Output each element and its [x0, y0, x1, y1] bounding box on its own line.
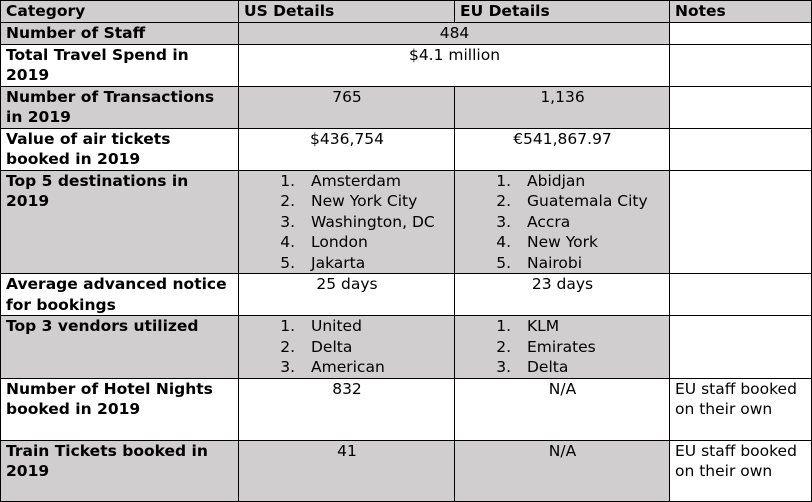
list-item: 5. Jakarta — [280, 253, 366, 272]
row-label: Top 5 destinations in 2019 — [1, 170, 239, 274]
list-item: 4. New York — [496, 233, 598, 251]
eu-destinations-list — [493, 171, 665, 274]
header-eu-details: EU Details — [455, 1, 670, 23]
us-vendors-list — [277, 316, 450, 378]
eu-value: N/A — [455, 378, 670, 440]
list-item: 3. Delta — [496, 358, 569, 376]
list-item: 3. Accra — [496, 212, 571, 231]
header-row — [1, 1, 812, 23]
list-item: 3. Washington, DC — [280, 212, 435, 231]
row-label: Total Travel Spend in 2019 — [1, 44, 239, 86]
row-top-vendors — [1, 316, 812, 379]
us-value: 765 — [239, 86, 455, 128]
row-number-of-staff — [1, 22, 812, 44]
list-item: 4. London — [280, 233, 368, 251]
eu-value: €541,867.97 — [455, 128, 670, 170]
row-label: Value of air tickets booked in 2019 — [1, 128, 239, 170]
row-total-travel-spend — [1, 44, 812, 86]
row-train-tickets — [1, 440, 812, 501]
us-destinations-cell — [239, 170, 455, 274]
row-label: Train Tickets booked in 2019 — [1, 440, 239, 501]
eu-value: 23 days — [455, 274, 670, 316]
row-label: Top 3 vendors utilized — [1, 316, 239, 379]
staff-value: 484 — [239, 22, 670, 44]
header-notes: Notes — [670, 1, 812, 23]
row-air-tickets-value — [1, 128, 812, 170]
list-item: 2. Guatemala City — [496, 192, 648, 210]
row-advanced-notice — [1, 274, 812, 316]
header-us-details: US Details — [239, 1, 455, 23]
list-item: 5. Nairobi — [496, 253, 583, 272]
us-destinations-list — [277, 171, 450, 274]
notes-cell — [670, 86, 812, 128]
row-top-destinations — [1, 170, 812, 274]
us-value: 41 — [239, 440, 455, 501]
notes-cell: EU staff booked on their own — [670, 440, 812, 501]
eu-value: 1,136 — [455, 86, 670, 128]
notes-cell: EU staff booked on their own — [670, 378, 812, 440]
row-number-of-transactions — [1, 86, 812, 128]
eu-destinations-cell — [455, 170, 670, 274]
header-category: Category — [1, 1, 239, 23]
us-value: $436,754 — [239, 128, 455, 170]
list-item: 1. Amsterdam — [280, 171, 401, 190]
list-item: 1. Abidjan — [496, 171, 586, 190]
spend-value: $4.1 million — [239, 44, 670, 86]
notes-cell — [670, 22, 812, 44]
row-label: Number of Staff — [1, 22, 239, 44]
list-item: 2. Delta — [280, 337, 353, 356]
list-item: 2. Emirates — [496, 337, 596, 356]
list-item: 1. United — [280, 317, 362, 335]
list-item: 2. New York City — [280, 192, 418, 210]
eu-value: N/A — [455, 440, 670, 501]
us-value: 25 days — [239, 274, 455, 316]
us-value: 832 — [239, 378, 455, 440]
list-item: 1. KLM — [496, 317, 560, 335]
list-item: 3. American — [280, 358, 385, 376]
notes-cell — [670, 170, 812, 274]
eu-vendors-list — [493, 316, 665, 378]
notes-cell — [670, 274, 812, 316]
notes-cell — [670, 316, 812, 379]
us-vendors-cell — [239, 316, 455, 379]
row-label: Number of Transactions in 2019 — [1, 86, 239, 128]
row-label: Average advanced notice for bookings — [1, 274, 239, 316]
row-label: Number of Hotel Nights booked in 2019 — [1, 378, 239, 440]
eu-vendors-cell — [455, 316, 670, 379]
notes-cell — [670, 44, 812, 86]
notes-cell — [670, 128, 812, 170]
row-hotel-nights — [1, 378, 812, 440]
